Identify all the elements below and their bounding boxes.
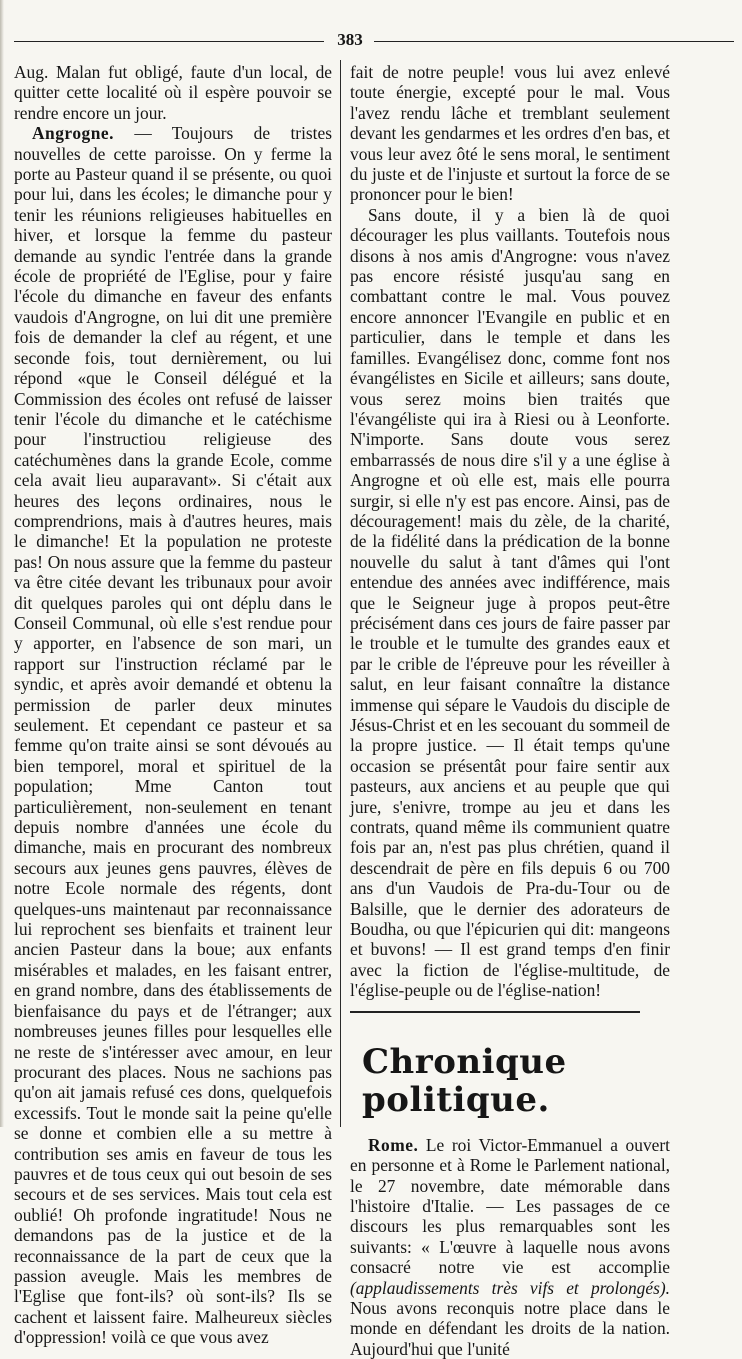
page-edge xyxy=(0,0,4,1127)
section-title: Chronique politique. xyxy=(362,1041,567,1120)
page-header xyxy=(14,30,734,54)
header-rule-right xyxy=(374,41,734,42)
angrogne-text: — Toujours de tristes nouvelles de cette paroisse. On y ferme la porte au Pasteur quand il se présente, ou quoi pour lui, dans les écoles; le dimanche pour y tenir les réunions religieuses habituelles en hiver, et lorsque la femme du pasteur demande au syndic l'entrée dans la grande école de propriété de l'Eglise, pour y faire l'école du dimanche en faveur des enfants vaudois d'Angrogne, on lui dit une première fois de demander la clef au régent, et une seconde fois, tout dernièrement, ou lui répond «que le Conseil délégué et la Commission des écoles ont refusé de laisser tenir l'école du dimanche et le catéchisme pour l'instructiou religieuse des catéchumènes dans la grande Ecole, comme cela avait lieu auparavant». Si c'était aux heures des leçons ordinaires, nous le comprendrions, mais à d'autres heures, mais le dimanche! Et la population ne proteste pas! On nous assure que la femme du pasteur va être citée devant les tribunaux pour avoir dit quelques paroles qui ont déplu dans le Conseil Communal, où elle s'est rendue pour y apporter, en l'absence de son mari, un rapport sur l'instruction réclamé par le syndic, et après avoir demandé et obtenu la permission de parler deux minutes seulement. Et cependant ce pasteur et sa femme qu'on traite ainsi se sont dévoués au bien temporel, moral et spirituel de la population; Mme Canton tout particulièrement, non-seulement en tenant depuis nombre d'années une école du dimanche, mais en procurant des nombreux secours aux jeunes gens pauvres, élèves de notre Ecole normale des régents, dont quelques-uns maintenaut par reconnaissance lui reprochent ses bienfaits et trainent leur ancien Pasteur dans la boue; aux enfants misérables et malades, en les faisant entrer, en grand nombre, dans des établissements de bienfaisance du pays et de l'étranger; aux nombreuses jeunes filles pour lesquelles elle ne reste de s'intéresser avec amour, en leur procurant des places. Nous ne sachions pas qu'on ait jamais refusé ces dons, quelquefois excessifs. Tout le monde sait la peine qu'elle se donne et combien elle a su mettre à contribution ses amis en faveur de tous les pauvres et de tous ceux qui out besoin de ses secours et de ses services. Mais tout cela est oublié! Oh profonde ingratitude! Nous ne demandons pas de la justice et de la reconnaissance de la part de ceux que la passion aveugle. Mais les membres de l'Eglise que font-ils? où sont-ils? Ils se cachent et laissent faire. Malheureux siècles d'oppression! voilà ce que vous avez xyxy=(14,123,332,1348)
column-divider xyxy=(340,60,341,1127)
section-rule xyxy=(350,1011,640,1013)
page-number: 383 xyxy=(337,30,363,49)
rome-text-2: Nous avons reconquis notre place dans le monde en défendant les droits de la nation. Aujourd'hui que l'unité xyxy=(350,1297,670,1359)
left-column xyxy=(14,62,332,1348)
continuation-paragraph: fait de notre peuple! vous lui avez enlevé toute énergie, excepté pour le mal. Vous l'avez rendu lâche et tremblant seulement devant les gendarmes et les ordres d'en bas, et vous leur avez ôté le sens moral, le sentiment du juste et de l'injuste et surtout la force de se prononcer pour le bien! xyxy=(350,62,670,205)
angrogne-heading: Angrogne. xyxy=(32,123,114,144)
intro-paragraph: Aug. Malan fut obligé, faute d'un local, de quitter cette localité où il espère pouvoir se rendre encore un jour. xyxy=(14,62,332,123)
rome-paragraph xyxy=(350,1135,670,1359)
right-column xyxy=(350,62,670,1359)
header-rule-left xyxy=(14,41,324,42)
rome-italic: (applaudissements très vifs et prolongés). xyxy=(350,1277,670,1298)
rome-text-1: Le roi Victor-Emmanuel a ouvert en personne et à Rome le Parlement national, le 27 novembre, date mémorable dans l'histoire d'Italie. — Les passages de ce discours les plus remarquables sont les suivants: « L'œuvre à laquelle nous avons consacré notre vie est accomplie xyxy=(350,1134,670,1278)
rome-heading: Rome. xyxy=(368,1134,419,1155)
angrogne-paragraph xyxy=(14,123,332,1347)
encouragement-paragraph: Sans doute, il y a bien là de quoi décourager les plus vaillants. Toutefois nous disons à nos amis d'Angrogne: vous n'avez pas encore résisté jusqu'au sang en combattant contre le mal. Vous pouvez encore annoncer l'Evangile en public et en particulier, dans le temple et dans les familles. Evangélisez donc, comme font nos évangélistes en Sicile et ailleurs; sans doute, vous serez moins bien traités que l'évangéliste qui ira à Riesi ou à Leonforte. N'importe. Sans doute vous serez embarrassés de nous dire s'il y a une église à Angrogne et où elle est, mais elle pourra surgir, si elle n'y est pas encore. Ainsi, pas de découragement! mais du zèle, de la charité, de la fidélité dans la prédication de la bonne nouvelle du salut à tant d'âmes qui l'ont entendue des années avec indifférence, mais que le Seigneur juge à propos peut-être précisément dans ces jours de faire passer par le trouble et le tumulte des grandes eaux et par le crible de l'épreuve pour les réveiller à salut, en leur faisant connaître la distance immense qui sépare le Vaudois du disciple de Jésus-Christ et en les secouant du sommeil de la propre justice. — Il était temps qu'une occasion se présentât pour faire sentir aux pasteurs, aux anciens et au peuple que qui jure, s'enivre, trompe au jeu et dans les contrats, quand même ils communient quatre fois par an, n'est pas plus chrétien, quand il descendrait de père en fils depuis 6 ou 700 ans d'un Vaudois de Pra-du-Tour ou de Balsille, que le dernier des adorateurs de Boudha, ou que l'épicurien qui dit: mangeons et buvons! — Il est grand temps d'en finir avec la fiction de l'église-multitude, de l'église-peuple ou de l'église-nation! xyxy=(350,204,670,1001)
